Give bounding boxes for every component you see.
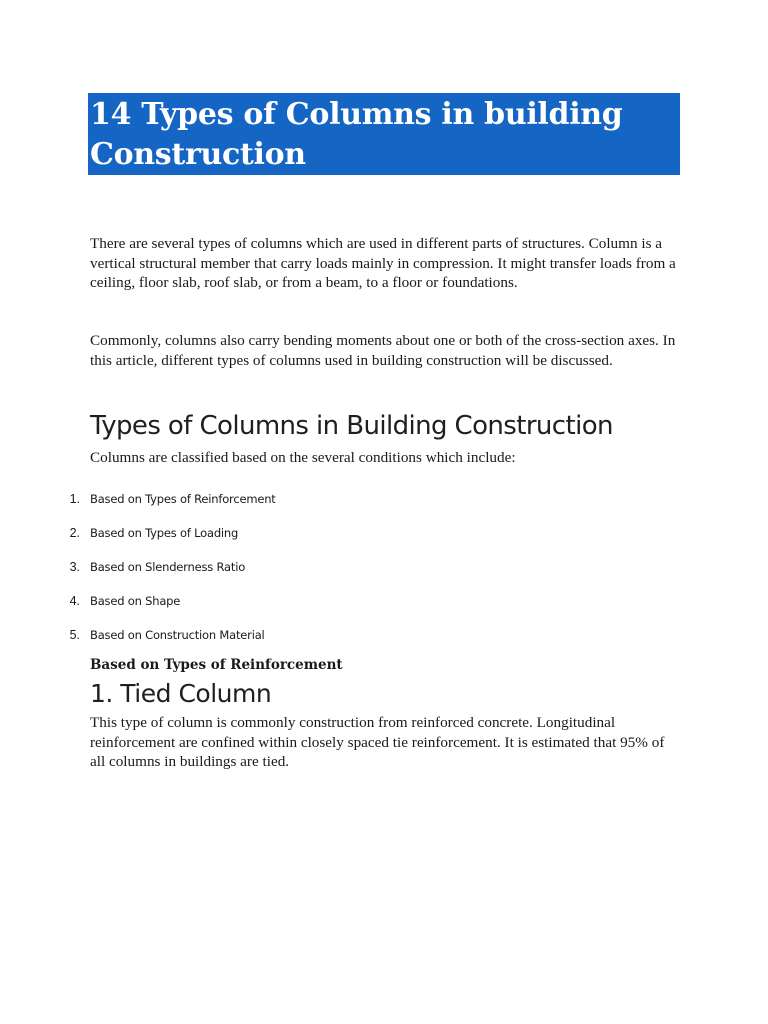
- list-item-number: 2.: [69, 526, 80, 540]
- list-item-number: 4.: [69, 594, 80, 608]
- list-item-text: Based on Types of Reinforcement: [90, 492, 276, 506]
- section-heading: Types of Columns in Building Construction: [90, 411, 613, 441]
- section-lead: Columns are classified based on the several conditions which include:: [90, 449, 516, 466]
- list-item-text: Based on Construction Material: [90, 628, 265, 642]
- intro-paragraph-2: Commonly, columns also carry bending moments about one or both of the cross-section axes. In this article, different types of columns used in building construction will be discussed.: [90, 332, 676, 369]
- list-item-number: 3.: [69, 560, 80, 574]
- list-item: [0, 489, 768, 523]
- list-item-number: 5.: [69, 628, 80, 642]
- page-title: 14 Types of Columns in building Construction: [90, 97, 623, 172]
- subsection-heading: Based on Types of Reinforcement: [90, 657, 343, 673]
- intro-paragraph-1: There are several types of columns which are used in different parts of structures. Column is a vertical structural member that carry loads mainly in compression. It might transfer loads from a ceiling, floor slab, roof slab, or from a beam, to a floor or foundations.: [90, 235, 676, 291]
- item-heading: 1. Tied Column: [90, 679, 272, 708]
- list-item-number: 1.: [69, 492, 80, 506]
- list-item-text: Based on Types of Loading: [90, 526, 239, 540]
- list-item-text: Based on Slenderness Ratio: [90, 560, 246, 574]
- item-paragraph: This type of column is commonly construction from reinforced concrete. Longitudinal reinforcement are confined within closely spaced tie reinforcement. It is estimated that 95% of all columns in buildings are tied.: [90, 714, 665, 770]
- title-banner: [88, 93, 680, 175]
- classification-list: [0, 489, 768, 659]
- list-item: [0, 523, 768, 557]
- list-item-text: Based on Shape: [90, 594, 181, 608]
- list-item: [0, 557, 768, 591]
- list-item: [0, 591, 768, 625]
